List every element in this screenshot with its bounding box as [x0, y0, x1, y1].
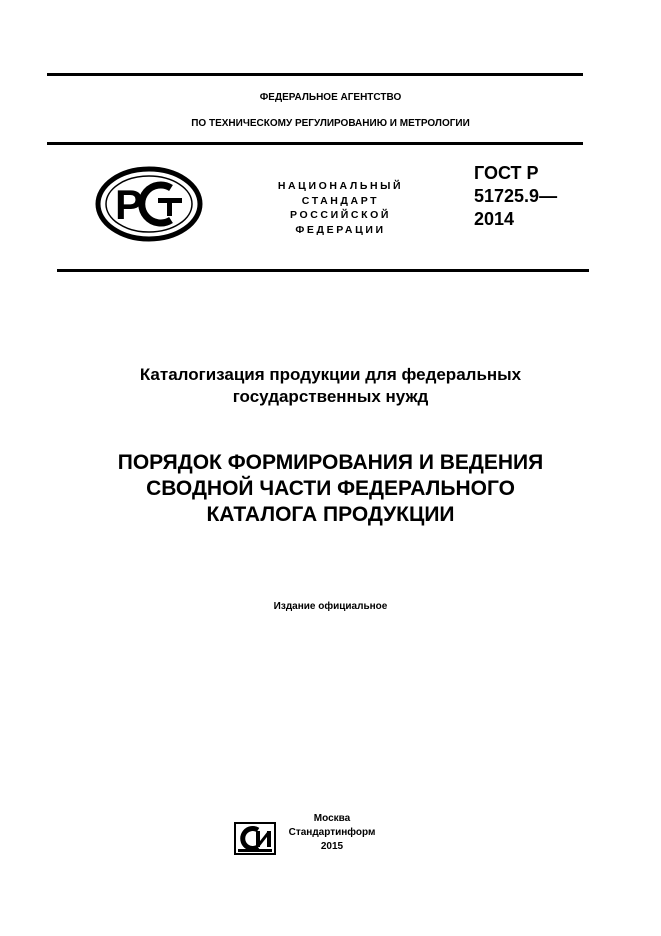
ns-line-2: СТАНДАРТ — [301, 194, 380, 207]
publisher-info — [282, 812, 382, 854]
document-subtitle — [0, 364, 661, 408]
gost-line-3: 2014 — [474, 209, 515, 229]
rst-emblem-icon — [95, 166, 203, 242]
national-standard-label — [258, 179, 423, 237]
ns-line-3: РОССИЙСКОЙ — [290, 209, 391, 221]
title-line-1: ПОРЯДОК ФОРМИРОВАНИЯ И ВЕДЕНИЯ — [117, 451, 544, 474]
rst-logo — [95, 166, 203, 242]
gost-line-1: ГОСТ Р — [474, 163, 539, 183]
svg-text:Р: Р — [115, 181, 144, 228]
header-rule — [47, 142, 583, 145]
ns-line-1: НАЦИОНАЛЬНЫЙ — [277, 180, 404, 192]
title-line-3: КАТАЛОГА ПРОДУКЦИИ — [206, 503, 455, 526]
subtitle-line-2: государственных нужд — [232, 387, 429, 406]
publisher-logo — [234, 822, 276, 855]
title-line-2: СВОДНОЙ ЧАСТИ ФЕДЕРАЛЬНОГО — [146, 477, 515, 500]
publication-year: 2015 — [320, 841, 344, 852]
agency-line-1: ФЕДЕРАЛЬНОЕ АГЕНТСТВО — [259, 92, 402, 103]
document-title — [0, 450, 661, 528]
block-rule — [57, 269, 589, 272]
agency-line-2: ПО ТЕХНИЧЕСКОМУ РЕГУЛИРОВАНИЮ И МЕТРОЛОГИИ — [191, 118, 470, 129]
ns-line-4: ФЕДЕРАЦИИ — [295, 223, 386, 236]
top-rule — [47, 73, 583, 76]
publisher-name: Стандартинформ — [288, 827, 376, 838]
gost-designation — [474, 162, 594, 231]
subtitle-line-1: Каталогизация продукции для федеральных — [139, 365, 522, 384]
edition-label: Издание официальное — [273, 601, 388, 612]
gost-line-2: 51725.9— — [474, 186, 558, 206]
publisher-city: Москва — [313, 813, 351, 824]
standartinform-logo-icon — [234, 822, 276, 855]
